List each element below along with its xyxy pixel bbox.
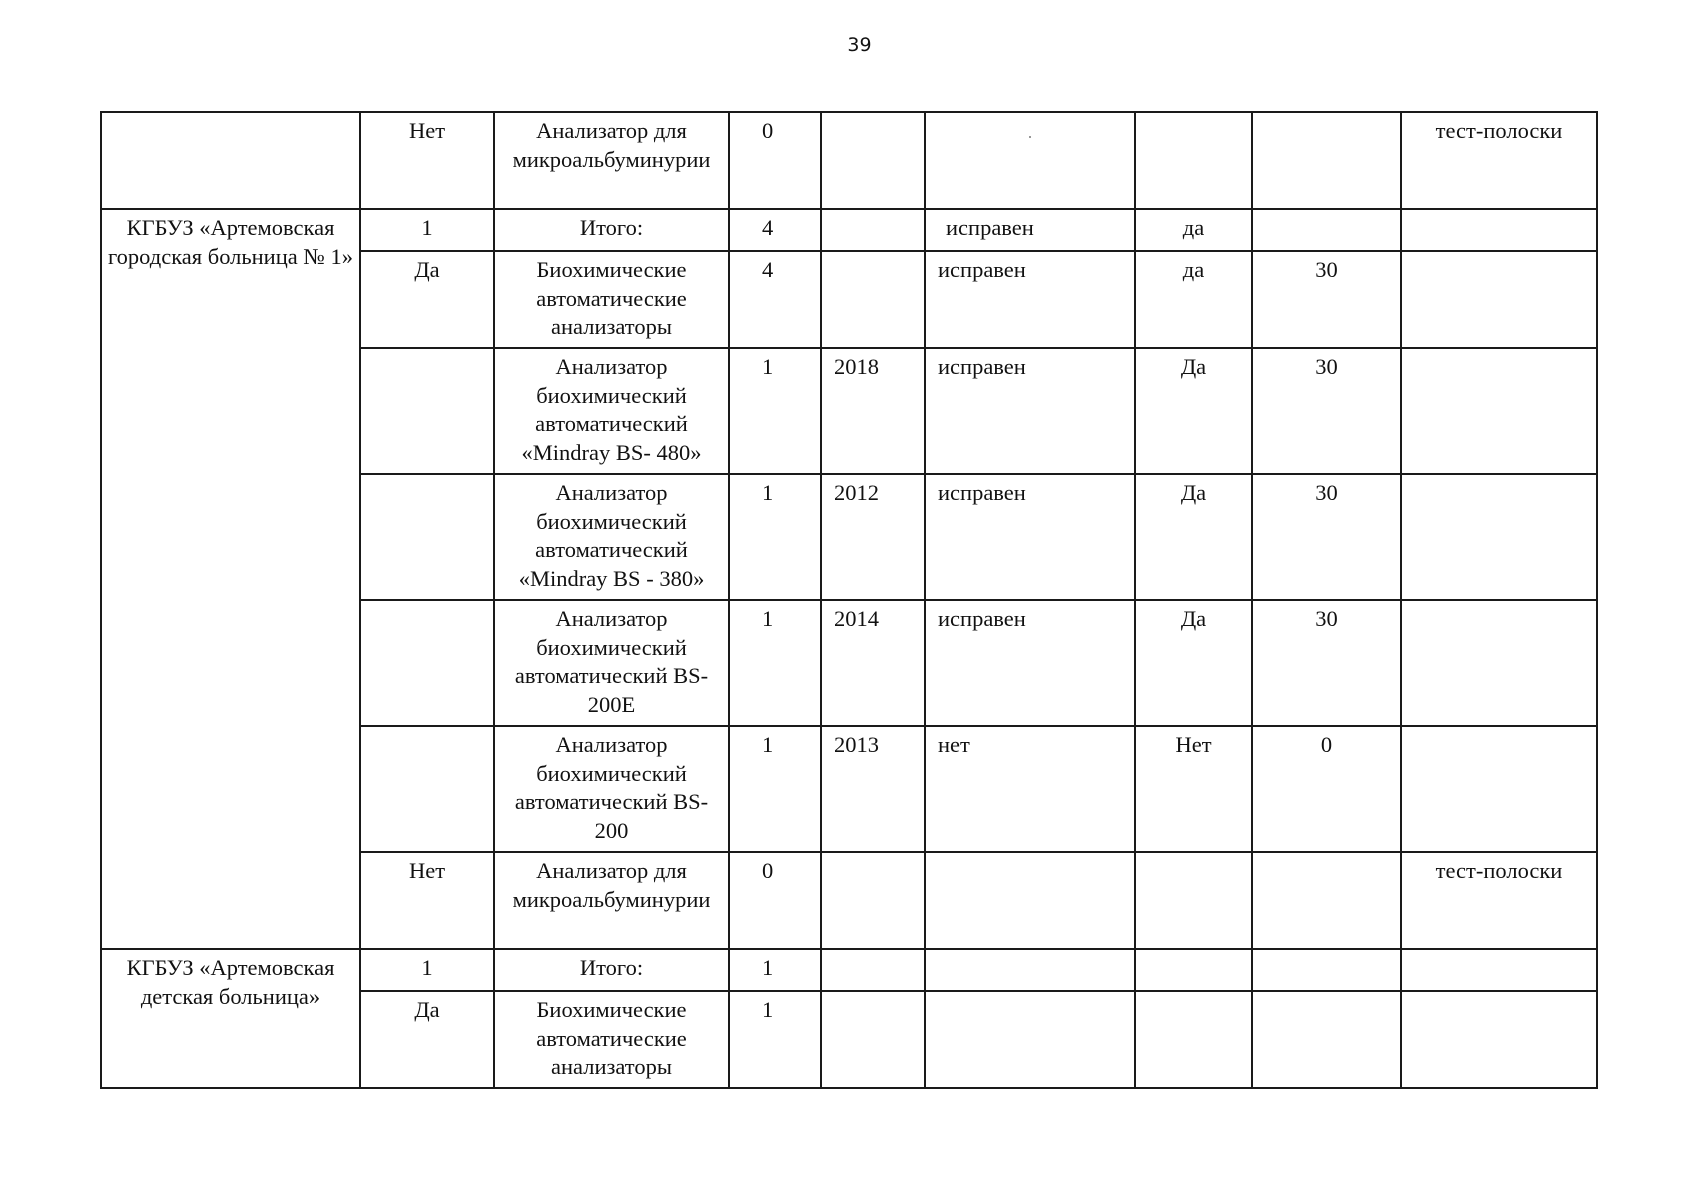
quantity-cell: 1 [729, 991, 821, 1088]
organization-cell: КГБУЗ «Артемовская городская больница № 1» [101, 209, 360, 949]
working-cell [1135, 112, 1252, 209]
working-cell: Да [1135, 600, 1252, 726]
state-cell [925, 852, 1135, 949]
analyzer-name-cell: Биохимические автоматические анализаторы [494, 991, 729, 1088]
working-cell: Да [1135, 474, 1252, 600]
org-cell [101, 112, 360, 209]
days-cell: 0 [1252, 726, 1401, 852]
days-cell: 30 [1252, 474, 1401, 600]
working-cell: Да [1135, 348, 1252, 474]
note-cell [1401, 348, 1597, 474]
note-cell: тест-полоски [1401, 852, 1597, 949]
note-cell: тест-полоски [1401, 112, 1597, 209]
quantity-cell: 0 [729, 852, 821, 949]
quantity-cell: 4 [729, 251, 821, 348]
working-cell: да [1135, 251, 1252, 348]
year-cell: 2014 [821, 600, 925, 726]
state-cell: нет [925, 726, 1135, 852]
note-cell [1401, 949, 1597, 991]
days-cell [1252, 112, 1401, 209]
analyzers-table [100, 111, 1598, 1089]
analyzer-name-cell: Анализатор биохимический автоматический BS-200E [494, 600, 729, 726]
state-cell: исправен [925, 209, 1135, 251]
year-cell [821, 251, 925, 348]
table-row [101, 209, 1597, 251]
analyzer-name-cell: Анализатор биохимический автоматический «Mindray BS - 380» [494, 474, 729, 600]
days-cell [1252, 991, 1401, 1088]
analyzer-name-cell: Итого: [494, 209, 729, 251]
answer-cell [360, 726, 494, 852]
days-cell: 30 [1252, 251, 1401, 348]
working-cell [1135, 949, 1252, 991]
note-cell [1401, 991, 1597, 1088]
state-cell [925, 991, 1135, 1088]
state-cell: исправен [925, 600, 1135, 726]
quantity-cell: 0 [729, 112, 821, 209]
analyzer-name-cell: Биохимические автоматические анализаторы [494, 251, 729, 348]
analyzer-name-cell: Анализатор для микроальбуминурии [494, 112, 729, 209]
answer-cell [360, 474, 494, 600]
table-row [101, 112, 1597, 209]
answer-cell [360, 348, 494, 474]
quantity-cell: 1 [729, 474, 821, 600]
working-cell [1135, 991, 1252, 1088]
page-number: 39 [847, 34, 872, 56]
analyzer-name-cell: Анализатор для микроальбуминурии [494, 852, 729, 949]
days-cell: 30 [1252, 348, 1401, 474]
note-cell [1401, 726, 1597, 852]
note-cell [1401, 209, 1597, 251]
quantity-cell: 1 [729, 726, 821, 852]
analyzer-name-cell: Итого: [494, 949, 729, 991]
answer-cell: Нет [360, 852, 494, 949]
quantity-cell: 1 [729, 949, 821, 991]
table-row [101, 949, 1597, 991]
year-cell: 2018 [821, 348, 925, 474]
note-cell [1401, 251, 1597, 348]
organization-cell: КГБУЗ «Артемовская детская больница» [101, 949, 360, 1088]
answer-cell [360, 600, 494, 726]
scan-speck [1029, 136, 1031, 138]
state-cell: исправен [925, 348, 1135, 474]
analyzer-name-cell: Анализатор биохимический автоматический «Mindray BS- 480» [494, 348, 729, 474]
answer-cell: Да [360, 991, 494, 1088]
year-cell [821, 949, 925, 991]
year-cell [821, 852, 925, 949]
quantity-cell: 4 [729, 209, 821, 251]
state-cell: исправен [925, 474, 1135, 600]
year-cell [821, 991, 925, 1088]
answer-cell: Да [360, 251, 494, 348]
answer-cell: 1 [360, 209, 494, 251]
quantity-cell: 1 [729, 600, 821, 726]
note-cell [1401, 600, 1597, 726]
days-cell [1252, 209, 1401, 251]
working-cell: Нет [1135, 726, 1252, 852]
answer-cell: 1 [360, 949, 494, 991]
state-cell [925, 949, 1135, 991]
days-cell [1252, 852, 1401, 949]
answer-cell: Нет [360, 112, 494, 209]
working-cell [1135, 852, 1252, 949]
state-cell: исправен [925, 251, 1135, 348]
year-cell [821, 112, 925, 209]
year-cell: 2012 [821, 474, 925, 600]
analyzer-name-cell: Анализатор биохимический автоматический BS-200 [494, 726, 729, 852]
state-cell [925, 112, 1135, 209]
year-cell: 2013 [821, 726, 925, 852]
quantity-cell: 1 [729, 348, 821, 474]
days-cell [1252, 949, 1401, 991]
note-cell [1401, 474, 1597, 600]
working-cell: да [1135, 209, 1252, 251]
year-cell [821, 209, 925, 251]
days-cell: 30 [1252, 600, 1401, 726]
